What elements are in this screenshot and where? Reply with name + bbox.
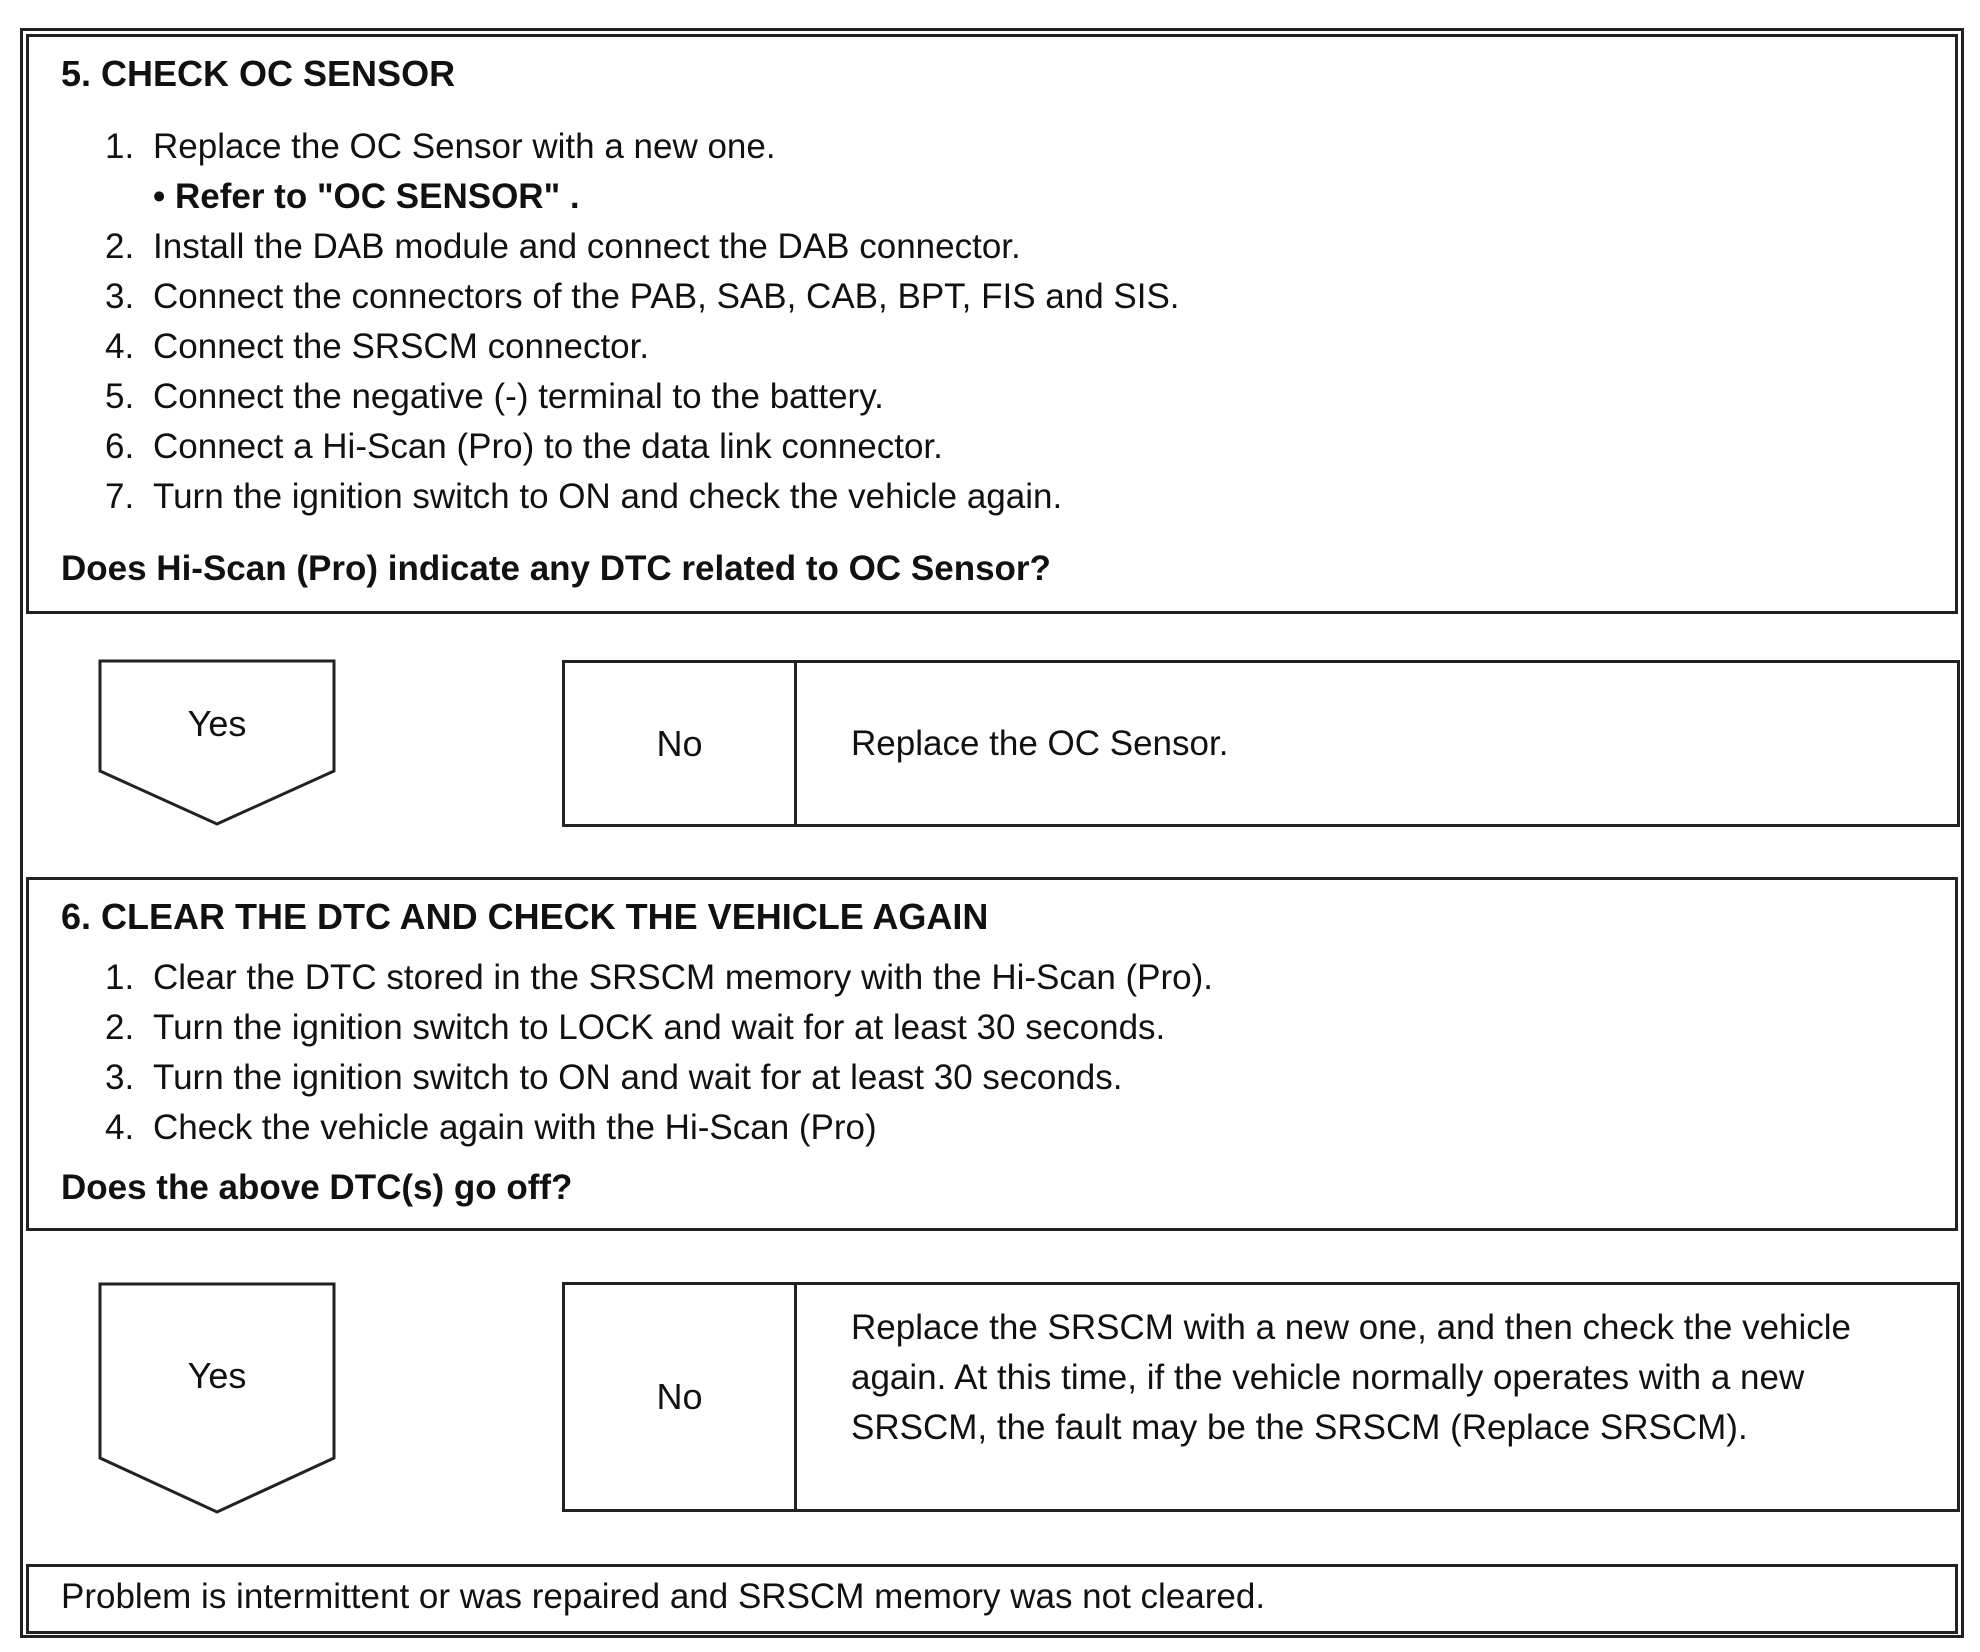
yes-arrow-down-icon bbox=[98, 1282, 338, 1522]
step5-item-3: 3. Connect the connectors of the PAB, SAB, CAB, BPT, FIS and SIS. bbox=[105, 277, 1180, 316]
step5-box bbox=[26, 34, 1958, 614]
no-label-step6: No bbox=[565, 1285, 797, 1509]
step6-item-1: 1. Clear the DTC stored in the SRSCM memory with the Hi-Scan (Pro). bbox=[105, 958, 1214, 997]
no-label-step5: No bbox=[565, 663, 797, 824]
no-result-box-step6 bbox=[562, 1282, 1960, 1512]
yes-label-step6: Yes bbox=[187, 1355, 247, 1396]
step6-title: 6. CLEAR THE DTC AND CHECK THE VEHICLE AGAIN bbox=[61, 896, 989, 937]
step5-item-2: 2. Install the DAB module and connect the DAB connector. bbox=[105, 227, 1021, 266]
step6-item-4: 4. Check the vehicle again with the Hi-Scan (Pro) bbox=[105, 1108, 877, 1147]
yes-label-step5: Yes bbox=[187, 703, 247, 744]
final-result-text: Problem is intermittent or was repaired and SRSCM memory was not cleared. bbox=[61, 1577, 1266, 1616]
step5-item-5: 5. Connect the negative (-) terminal to the battery. bbox=[105, 377, 884, 416]
step6-box bbox=[26, 877, 1958, 1231]
step5-refer-note: • Refer to "OC SENSOR" . bbox=[153, 177, 580, 216]
step6-question: Does the above DTC(s) go off? bbox=[61, 1168, 573, 1207]
step6-item-3: 3. Turn the ignition switch to ON and wait for at least 30 seconds. bbox=[105, 1058, 1123, 1097]
step5-item-1: 1. Replace the OC Sensor with a new one. bbox=[105, 127, 776, 166]
step5-item-4: 4. Connect the SRSCM connector. bbox=[105, 327, 650, 366]
flowchart-frame bbox=[20, 28, 1964, 1638]
step5-question: Does Hi-Scan (Pro) indicate any DTC related to OC Sensor? bbox=[61, 549, 1051, 588]
final-result-box bbox=[26, 1564, 1958, 1634]
step5-item-7: 7. Turn the ignition switch to ON and check the vehicle again. bbox=[105, 477, 1063, 516]
no-action-step6: Replace the SRSCM with a new one, and then check the vehicle again. At this time, if the vehicle normally operates with a new SRSCM, the fault may be the SRSCM (Replace SRSCM). bbox=[851, 1308, 1852, 1447]
step5-title: 5. CHECK OC SENSOR bbox=[61, 53, 456, 94]
no-action-step5: Replace the OC Sensor. bbox=[851, 724, 1229, 763]
step6-item-2: 2. Turn the ignition switch to LOCK and wait for at least 30 seconds. bbox=[105, 1008, 1166, 1047]
no-result-box-step5 bbox=[562, 660, 1960, 827]
step5-item-6: 6. Connect a Hi-Scan (Pro) to the data link connector. bbox=[105, 427, 943, 466]
